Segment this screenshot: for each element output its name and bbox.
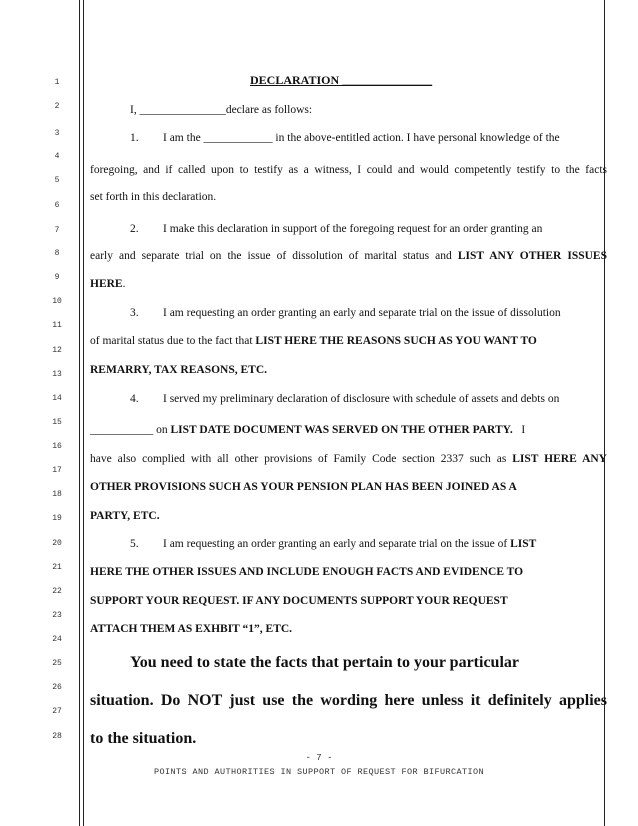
line-number: 18 [52,490,62,499]
placeholder-instruction: OTHER PROVISIONS SUCH AS YOUR PENSION PLAN HAS BEEN JOINED AS A [90,481,517,493]
paragraph-text: I am requesting an order granting an early and separate trial on the issue of dissolution [163,307,561,319]
paragraph-number: 5. [130,538,139,550]
paragraph-number: 4. [130,393,139,405]
left-margin-rule-outer [79,0,80,826]
line-number: 7 [54,226,60,235]
paragraph-3-line-3 [90,363,607,377]
line-number: 26 [52,683,62,692]
line-number: 25 [52,659,62,668]
placeholder-instruction: LIST HERE ANY [512,453,607,465]
line-number: 21 [52,563,62,572]
paragraph-text: early and separate trial on the issue of dissolution of marital status and [90,250,452,262]
paragraph-5-line-4 [90,622,607,636]
left-margin-rule-inner [83,0,84,826]
line-number: 28 [52,732,62,741]
line-number: 10 [52,297,62,306]
paragraph-4-line-2 [90,423,607,437]
line-number: 2 [54,102,60,111]
paragraph-1-line-1 [90,131,607,145]
page-footer-caption: POINTS AND AUTHORITIES IN SUPPORT OF REQUEST FOR BIFURCATION [153,767,485,777]
paragraph-2-line-1 [90,222,607,236]
declarant-line [90,103,607,117]
placeholder-instruction: PARTY, ETC. [90,510,160,522]
placeholder-instruction: LIST [510,538,537,550]
paragraph-4-line-3 [90,452,607,466]
line-number: 13 [52,370,62,379]
instruction-note-text: You need to state the facts that pertain to your particular [130,654,519,671]
declarant-text: I, _______________declare as follows: [130,104,313,116]
line-number: 15 [52,418,62,427]
paragraph-text: I [521,424,526,436]
paragraph-4-line-4 [90,480,607,494]
paragraph-5-line-3 [90,594,607,608]
paragraph-text: have also complied with all other provisions of Family Code section 2337 such as [90,453,507,465]
paragraph-text: . [122,278,126,290]
paragraph-text: I make this declaration in support of the foregoing request for an order granting an [163,223,543,235]
page-number: - 7 - [305,753,333,763]
placeholder-instruction: LIST DATE DOCUMENT WAS SERVED ON THE OTHER PARTY. [170,424,513,436]
paragraph-text: I served my preliminary declaration of disclosure with schedule of assets and debts on [163,393,560,405]
placeholder-instruction: HERE [90,278,123,290]
paragraph-text: I am the ____________ in the above-entitled action. I have personal knowledge of the [163,132,560,144]
paragraph-4-line-5 [90,509,607,523]
instruction-note-line-3: to the situation. [90,730,197,747]
paragraph-text: of marital status due to the fact that [90,335,253,347]
line-number: 5 [54,176,60,185]
placeholder-instruction: SUPPORT YOUR REQUEST. IF ANY DOCUMENTS SUPPORT YOUR REQUEST [90,595,508,607]
line-number: 22 [52,587,62,596]
paragraph-text: ___________ on [90,424,168,436]
paragraph-5-line-2 [90,565,607,579]
placeholder-instruction: REMARRY, TAX REASONS, ETC. [90,364,268,376]
paragraph-1-line-2: foregoing, and if called upon to testify as a witness, I could and would competently testify to the facts [90,164,607,176]
line-number: 17 [52,466,62,475]
paragraph-3-line-2 [90,334,607,348]
line-number: 3 [54,129,60,138]
document-title: DECLARATION _______________ [250,73,433,87]
paragraph-4-line-1 [90,392,607,406]
paragraph-3-line-1 [90,306,607,320]
line-number: 20 [52,539,62,548]
line-number: 12 [52,346,62,355]
paragraph-5-line-1 [90,537,607,551]
instruction-note-line-1 [90,653,607,673]
paragraph-1-line-3: set forth in this declaration. [90,191,217,203]
instruction-note-line-2: situation. Do NOT just use the wording here unless it definitely applies [90,692,607,709]
paragraph-2-line-3 [90,277,607,291]
line-number: 24 [52,635,62,644]
paragraph-text: I am requesting an order granting an early and separate trial on the issue of [163,538,508,550]
placeholder-instruction: LIST HERE THE REASONS SUCH AS YOU WANT TO [255,335,537,347]
placeholder-instruction: HERE THE OTHER ISSUES AND INCLUDE ENOUGH FACTS AND EVIDENCE TO [90,566,524,578]
placeholder-instruction: LIST ANY OTHER ISSUES [457,250,607,262]
line-number: 6 [54,201,60,210]
line-number: 4 [54,152,60,161]
line-number: 11 [52,321,62,330]
line-number: 16 [52,442,62,451]
paragraph-number: 3. [130,307,139,319]
line-number: 14 [52,394,62,403]
line-number: 9 [54,273,60,282]
line-number: 1 [54,78,60,87]
paragraph-2-line-2 [90,249,607,263]
line-number: 19 [52,514,62,523]
line-number: 27 [52,707,62,716]
paragraph-number: 1. [130,132,139,144]
line-number: 23 [52,611,62,620]
placeholder-instruction: ATTACH THEM AS EXHBIT “1”, ETC. [90,623,293,635]
paragraph-number: 2. [130,223,139,235]
line-number: 8 [54,249,60,258]
